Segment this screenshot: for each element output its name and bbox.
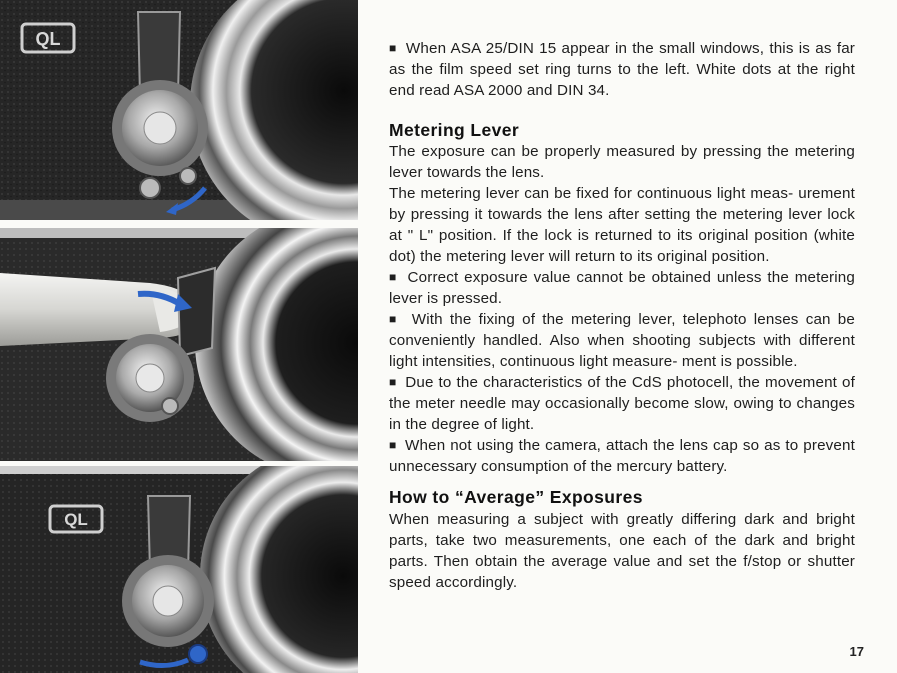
logo-text: QL [64,510,88,529]
finger-pressing-lever-photo [0,228,358,461]
metering-paragraph-2: The metering lever can be fixed for continuous light meas- urement by pressing it towards the lens after setting the metering lever lock at " L" position. If the lock is returned to its original position (white dot) the metering lever will return to its original position. [389,185,855,265]
manual-text [389,38,855,593]
page-number: 17 [849,644,864,659]
average-paragraph: When measuring a subject with greatly differing dark and bright parts, take two measurements, one each of the dark and bright parts. Then obtain the average value and set the f/stop or shutter speed accordingly. [389,511,855,591]
qr-logo [36,29,61,49]
camera-metering-lever-photo [0,0,358,220]
metering-bullet-3: ■ Due to the characteristics of the CdS photocell, the movement of the meter needle may occasionally become slow, owing to changes in the degree of light. [389,372,855,435]
section-title-metering-lever: Metering Lever [389,120,520,140]
metering-paragraph-1: The exposure can be properly measured by pressing the metering lever towards the lens. [389,143,855,181]
metering-bullet-4: ■ When not using the camera, attach the lens cap so as to prevent unnecessary consumption of the mercury battery. [389,435,855,477]
lever-lock-photo [0,466,358,673]
photo-column [0,0,358,673]
section-title-average-exposures: How to “Average” Exposures [389,487,643,507]
metering-bullet-1: ■ Correct exposure value cannot be obtained unless the metering lever is pressed. [389,267,855,309]
intro-paragraph: ■ When ASA 25/DIN 15 appear in the small windows, this is as far as the film speed set ring turns to the left. White dots at the right end read ASA 2000 and DIN 34. [389,38,855,101]
metering-bullet-2: ■ With the fixing of the metering lever, telephoto lenses can be conveniently handled. Also when shooting subjects with different light intensities, continuous light measure- ment is possible. [389,309,855,372]
logo-text: QL [35,29,61,49]
